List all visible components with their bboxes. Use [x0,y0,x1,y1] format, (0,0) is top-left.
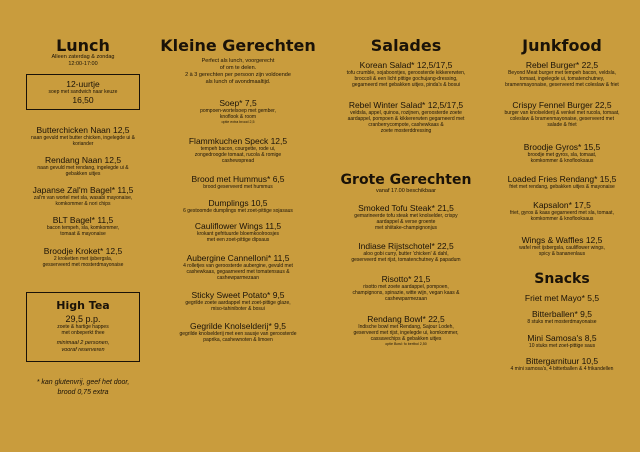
footnote-line: * kan glutenvrij, geef het door, [36,379,130,386]
item-desc: tofu crumble, sojaboontjes, geroosterde kikkererwten, [346,70,466,76]
lunch-title: Lunch [56,36,110,55]
menu-item [494,293,630,303]
item-desc: wafel met ijsbergsla, cauliflower wings, [519,245,605,251]
item-name: Friet met Mayo* 5,5 [524,293,600,303]
menu-item [158,253,318,281]
menu-item [158,136,318,164]
menu-item [494,309,630,325]
menu-item [326,100,486,134]
grote-gerechten-subtitle: vanaf 17.00 beschikbaar [376,188,436,194]
item-name: Bittergarnituur 10,5 [525,356,599,366]
item-desc: 4 rolletjes van geroosterde aubergine, gevuld met [183,263,293,269]
item-name: Flammkuchen Speck 12,5 [188,136,288,146]
menu-item [326,60,486,88]
item-name: Rebel Winter Salad* 12,5/17,5 [348,100,464,110]
item-desc: champignons, spinazie, witte wijn, vegan kaas & [352,290,460,296]
item-desc: naan gevuld met butter chicken, ingelegde ui & [31,135,135,141]
item-note: optie Bowl: fo bertbol 2,50 [385,342,427,346]
item-name: Smoked Tofu Steak* 21,5 [358,203,454,213]
item-desc: aardappel & verse groente [376,219,436,225]
footnote-line: brood 0,75 extra [57,389,109,396]
menu-item [158,198,318,214]
menu-item [494,333,630,349]
item-name: Mini Samosa's 8,5 [527,333,597,343]
item-desc: cashewparmezaan [385,296,427,302]
high-tea-box [26,292,140,362]
item-desc: komkommer & nori chips [55,201,111,207]
item-name: Japanse Zal'm Bagel* 11,5 [32,185,134,195]
item-desc: gemarineerde tofu steak met knolselder, crispy [354,213,458,219]
intro-line: als lunch of avondmaaltijd. [205,79,271,85]
item-name: Rebel Burger* 22,5 [525,60,599,70]
menu-item [494,60,630,88]
item-desc: komkommer & knoflooksaus [530,158,594,164]
menu-item [18,185,148,207]
item-desc: naan gevuld met rendang, ingelegde ui & [37,165,129,171]
item-desc: zal'm van wortel met sla, wasabi mayonaise, [33,195,133,201]
item-name: Wings & Waffles 12,5 [521,235,603,245]
item-desc: 10 stuks met zoet-pittige saus [528,343,596,349]
menu-item [326,314,486,347]
item-desc: 8 stuks met mosterdmayonaise [527,319,597,325]
item-desc: 4 mini samosa's, 4 bitterballen & 4 frikandellen [510,366,614,372]
menu-item [494,174,630,190]
item-name: Kapsalon* 17,5 [533,200,591,210]
high-tea-note: vooraf reserveren [61,347,105,353]
item-desc: gegrilde knolselderij met een sausje van geroosterde [179,331,297,337]
high-tea-desc: zoete & hartige happes [57,324,109,330]
menu-item [158,290,318,312]
item-desc: tomaat & mayonaise [60,231,106,237]
item-desc: pompoen-wortelsoep met gember, [200,108,276,114]
item-desc: cassavechips & gebakken uitjes [370,336,442,342]
item-desc: bramenmayonaise, geserveerd met coleslaw & friet [505,82,619,88]
intro-line: 2 à 3 gerechten per persoon zijn voldoende [185,72,291,78]
grote-gerechten-header [326,172,486,195]
item-desc: burger van knolselderij & venkel met rucola, tomaat, [504,110,620,116]
twelve-uurtje-box [26,74,140,110]
item-desc: cashewspread [221,158,255,164]
high-tea-desc: met onbeperkt thee [61,330,105,336]
item-desc: spicy & bananenlaus [538,251,586,257]
item-desc: krokant gefrituurde bloemkoolroosjes [197,231,279,237]
footnote [18,378,148,398]
item-desc: cranberrycompote, cashewkaas & [368,122,444,128]
item-desc: tomaat, ingelegde ui, tomatenchutney, [519,76,605,82]
item-desc: geserveerd met rijst, ingelegde ui, komkommer, [353,330,459,336]
item-desc: broccoli & een licht pittige gochujang-dressing, [354,76,458,82]
item-desc: aloo gobi curry, butter 'chicken' & dahl, [363,251,449,257]
high-tea-title: High Tea [56,299,110,312]
item-name: Korean Salad* 12,5/17,5 [359,60,453,70]
lunch-days: Alleen zaterdag & zondag [51,54,115,60]
item-desc: cashewparmezaan [217,275,259,281]
item-desc: 2 kroketten met ijsbergsla, [53,256,113,262]
item-name: Broodje Kroket* 12,5 [43,246,123,256]
menu-item [18,155,148,177]
item-desc: met shiitake-champignonjus [375,225,437,231]
item-name: Rendang Bowl* 22,5 [367,314,445,324]
menu-item [326,241,486,263]
item-desc: gegrilde zoete aardappel met zoet-pittige glaze, [185,300,291,306]
item-name: Dumplings 10,5 [208,198,268,208]
menu-item [326,203,486,231]
item-desc: zongedroogde tomaat, rucola & romige [194,152,282,158]
lunch-hours: 12:00-17:00 [68,61,98,67]
snacks-header [494,271,630,287]
item-desc: cashewkaas, gegaarneerd met tomatensaus & [186,269,290,275]
menu-item [18,215,148,237]
box-title: 12-uurtje [66,79,100,89]
item-name: Butterchicken Naan 12,5 [36,125,130,135]
kleine-gerechten-title: Kleine Gerechten [160,36,316,55]
item-name: Crispy Fennel Burger 22,5 [512,100,612,110]
intro-line: Perfect als lunch, voorgerecht [201,58,275,64]
salades-title: Salades [370,36,442,55]
item-desc: friet met rendang, gebakken uitjes & mayonaise [509,184,615,190]
item-desc: veldsla, appel, quinoa, rozijnen, geroosterde zoete [350,110,462,116]
item-name: Brood met Hummus* 6,5 [191,174,285,184]
menu-item [158,321,318,343]
item-desc: Beyond Meat burger met tempeh bacon, veldsla, [508,70,616,76]
intro [158,58,318,86]
item-desc: salade & friet [547,122,577,128]
item-desc: knoflook & room [219,114,257,120]
item-desc: gesserveerd met mosterdmayonaise [42,262,124,268]
menu-item [494,200,630,222]
item-desc: met een zoet-pittige dipsaus [206,237,270,243]
item-desc: 6 gestoomde dumplings met zoet-pittige sojasaus [183,208,293,214]
item-name: Aubergine Cannelloni* 11,5 [186,253,290,263]
item-name: Rendang Naan 12,5 [44,155,122,165]
item-desc: risotto met zoete aardappel, pompoen, [363,284,449,290]
menu-item [494,356,630,372]
menu-item [18,125,148,147]
item-desc: bacon tempeh, sla, komkommer, [46,225,120,231]
menu-item [158,174,318,190]
item-desc: Indische bowl met Rendang, Sajour Lodeh, [358,324,454,330]
high-tea-note: minimaal 2 personen, [56,340,110,346]
junkfood-title: Junkfood [522,36,602,55]
box-desc: soep met sandwich naar keuze [48,89,118,95]
menu-item [18,246,148,268]
item-name: Gegrilde Knolselderij* 9,5 [190,321,286,331]
item-name: Soep* 7,5 [219,98,257,108]
item-name: BLT Bagel* 11,5 [52,215,114,225]
item-name: Loaded Fries Rendang* 15,5 [507,174,617,184]
item-desc: aardappel, pompoen & kikkererwten gegarneerd met [347,116,465,122]
box-price: 16,50 [72,95,94,105]
item-name: Cauliflower Wings 11,5 [194,221,282,231]
menu-item [494,142,630,164]
item-desc: miso-tahiniboter & bosui [211,306,265,312]
high-tea-price: 29,5 p.p. [65,314,101,324]
snacks-title: Snacks [534,271,590,287]
item-desc: geserveerd met rijst, tomatenchutney & papadum [351,257,461,263]
item-note: optie extra brood 2,5 [221,120,255,124]
grote-gerechten-title: Grote Gerechten [340,172,472,188]
item-desc: gegarneerd met gebakken uitjes, pinda's & bosui [352,82,460,88]
item-name: Sticky Sweet Potato* 9,5 [191,290,285,300]
menu-item [494,235,630,257]
item-desc: komkommer & knoflooksaus [530,216,594,222]
intro-line: of om te delen. [219,65,257,71]
item-desc: friet, gyros & kaas gegarneerd met sla, tomaat, [510,210,614,216]
item-desc: paprika, cashewnoten & limoen [203,337,273,343]
menu-item [494,100,630,128]
item-name: Bitterballen* 9,5 [531,309,592,319]
item-desc: zoete mosterddressing [380,128,432,134]
item-desc: brood geserveerd met hummus [203,184,273,190]
item-name: Broodje Gyros* 15,5 [523,142,601,152]
item-desc: coleslaw & bramenmayonaise, geserveerd met [510,116,614,122]
item-name: Risotto* 21,5 [381,274,431,284]
menu-item [158,98,318,125]
item-desc: koriander [72,141,94,147]
item-desc: tempeh bacon, courgette, rode ui, [200,146,276,152]
item-desc: gebakken uitjes [65,171,101,177]
menu-item [158,221,318,243]
item-desc: broodje met gyros, sla, tomaat, [527,152,597,158]
menu-item [326,274,486,302]
item-name: Indiase Rijstschotel* 22,5 [358,241,454,251]
